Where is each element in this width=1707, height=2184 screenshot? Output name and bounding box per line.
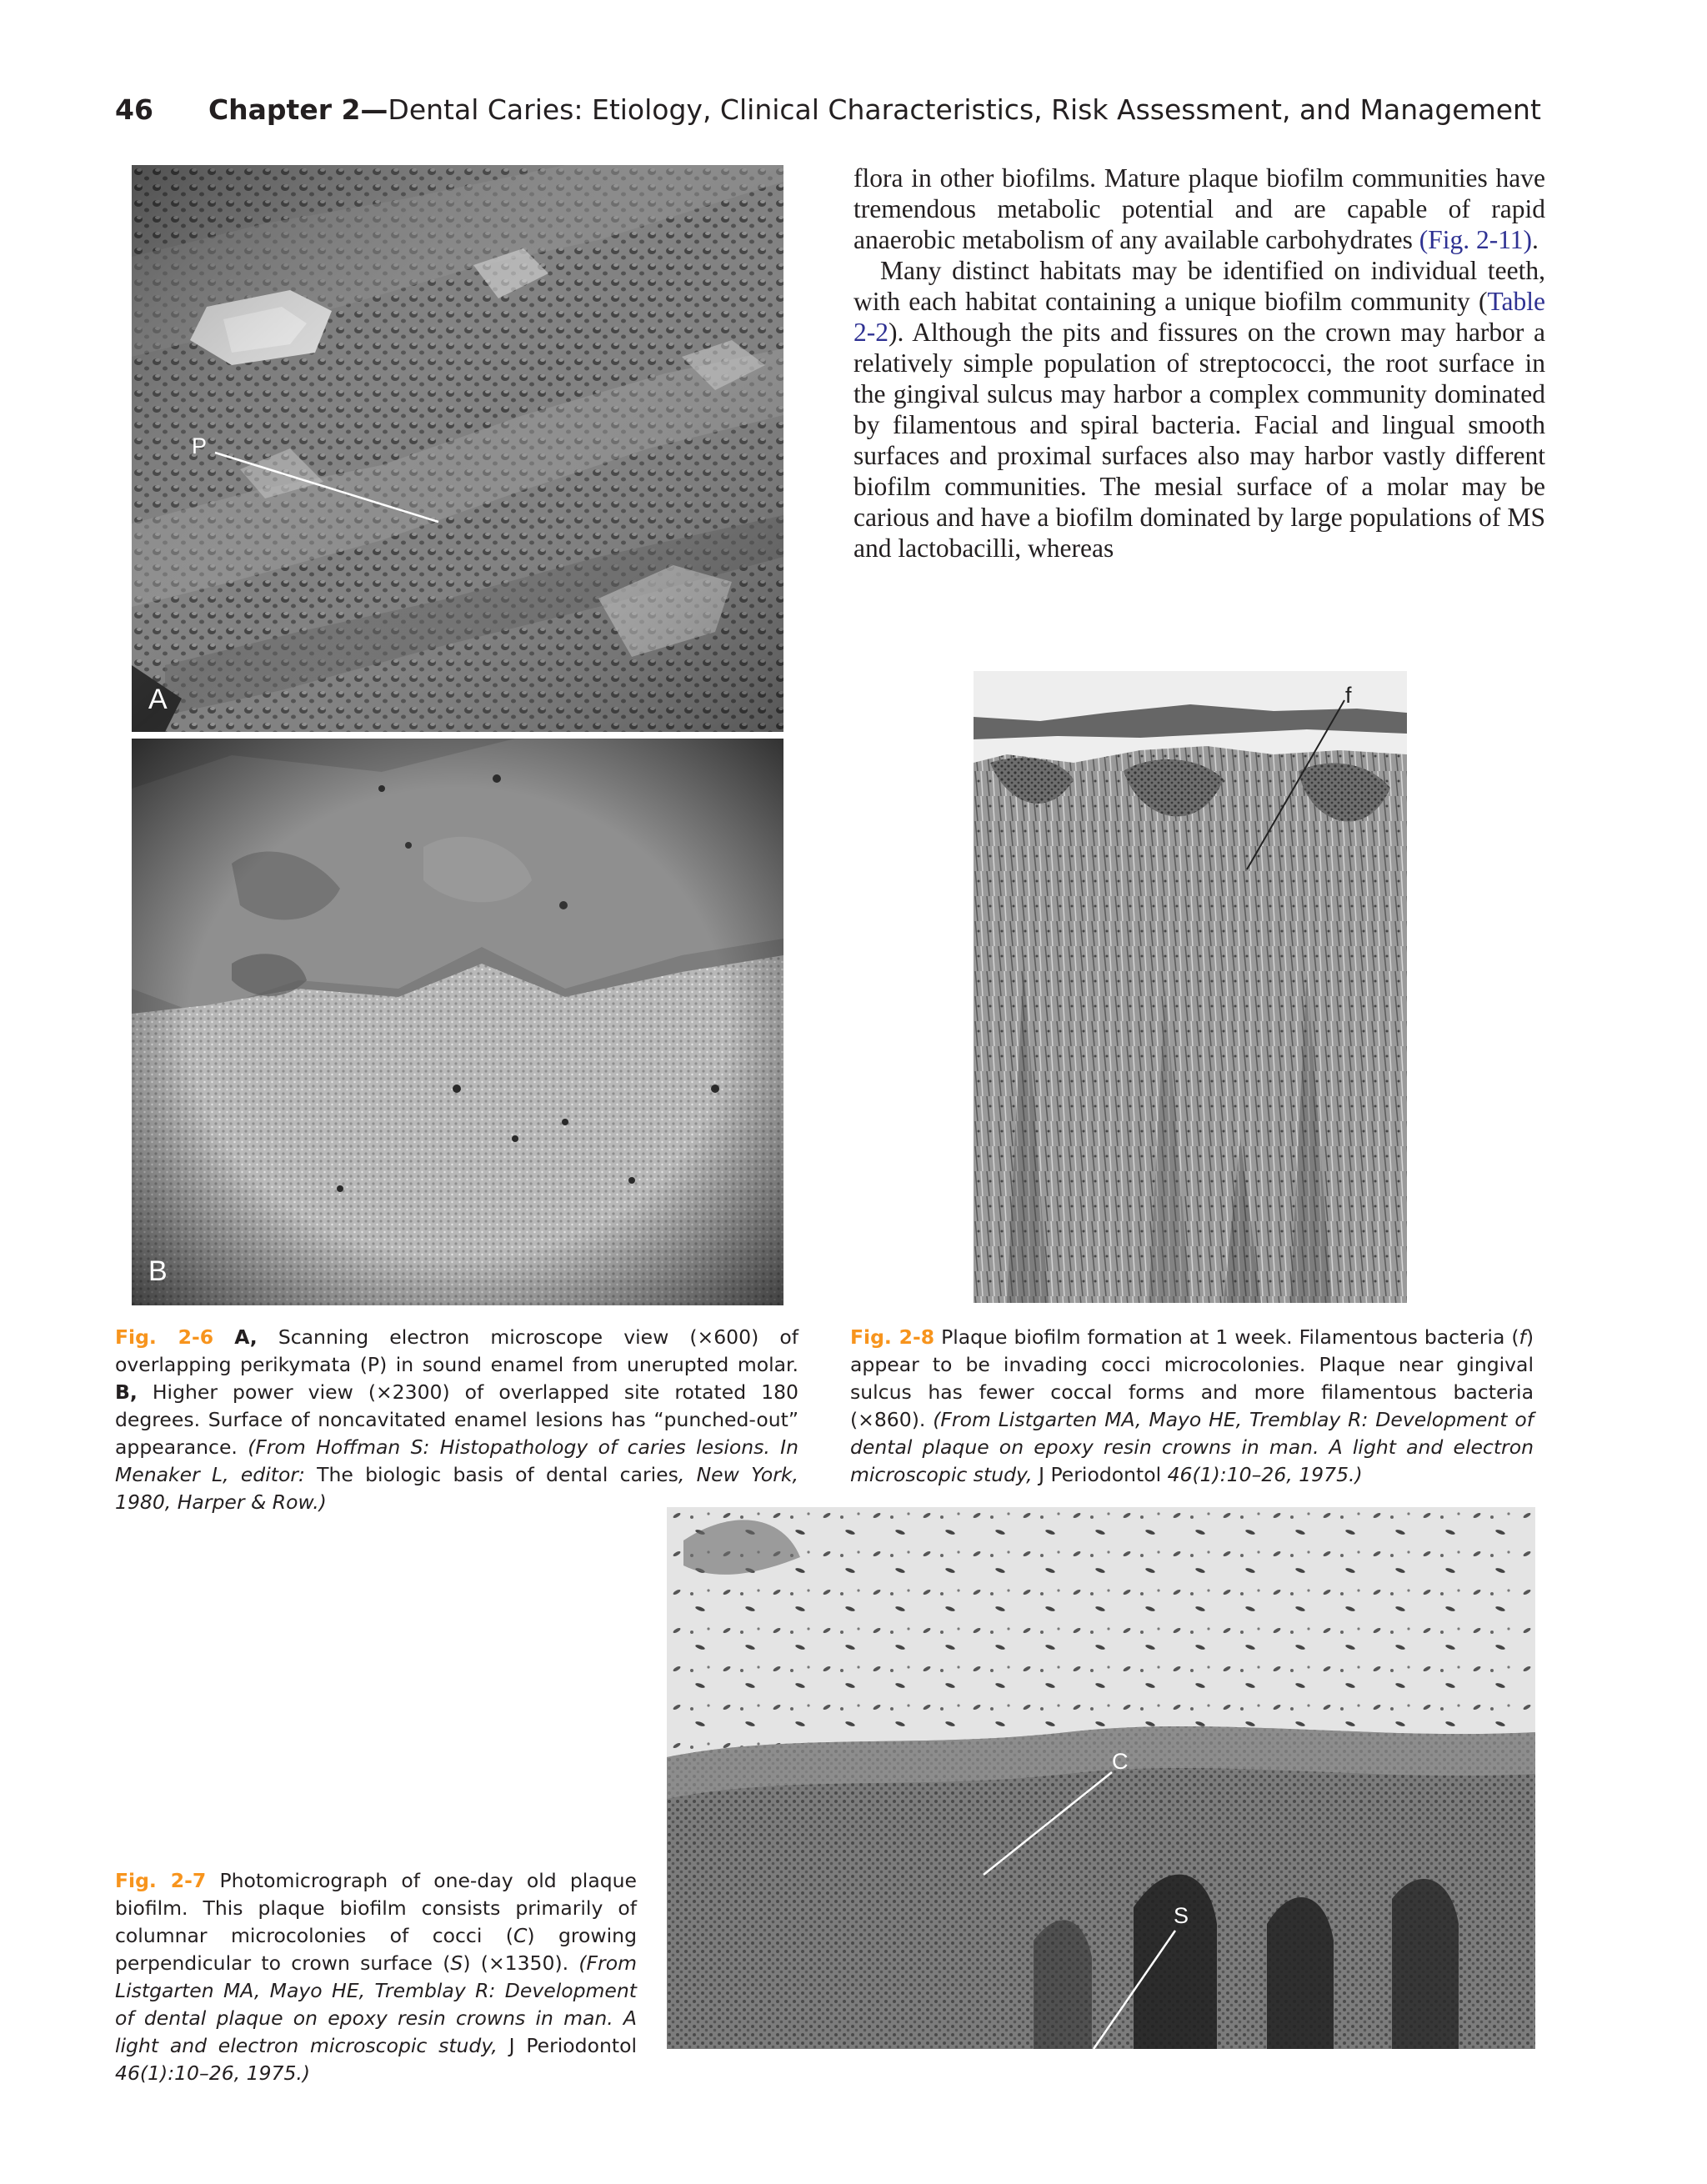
cap-a: A, (234, 1325, 258, 1349)
cap-source-3: , New York, 1980, Harper & Row.) (115, 1463, 799, 1514)
cap-source-3: 46(1):10–26, 1975.) (1161, 1463, 1363, 1486)
paragraph-1 (854, 163, 1545, 255)
callout-s: S (1174, 1903, 1189, 1928)
p1-end: . (1532, 225, 1539, 254)
chapter-title: Dental Caries: Etiology, Clinical Characteristics, Risk Assessment, and Management (388, 93, 1541, 126)
panel-label-a: A (148, 684, 168, 715)
cap-source-3: 46(1):10–26, 1975.) (115, 2061, 311, 2085)
cap-text-1: Scanning electron microscope view (×600) of overlapping perikymata (P) in sound enamel from unerupted molar. (115, 1325, 798, 1376)
callout-p: P (192, 433, 208, 458)
callout-c: C (1112, 1749, 1129, 1774)
chapter-label: Chapter 2 (208, 93, 361, 126)
page-number: 46 (115, 93, 153, 126)
fig-2-7-label: Fig. 2-7 (115, 1869, 207, 1892)
cap-c: C (513, 1924, 528, 1947)
cap-text-3: ) (×1350). (463, 1951, 579, 1975)
fig-2-6-caption (115, 1324, 798, 1516)
paragraph-2 (854, 255, 1545, 564)
p2-rest: ). Although the pits and fissures on the crown may harbor a relatively simple population of streptococci, the root surface in the gingival sulcus may harbor a complex community dominated by filamentous and spiral bacteria. Facial and lingual smooth surfaces and proximal surfaces also may harbor vastly different biofilm communities. The mesial surface of a molar may be carious and have a biofilm dominated by large populations of MS and lactobacilli, whereas (854, 318, 1545, 563)
cap-source-2: J Periodontol (1039, 1463, 1162, 1486)
cap-source-1: (From Listgarten MA, Mayo HE, Tremblay R: Development of dental plaque on epoxy resin crowns in man. A light and electron microscopic study, (115, 1951, 637, 2057)
callout-f: f (1345, 683, 1352, 708)
p2-text: Many distinct habitats may be identified on individual teeth, with each habitat containing a unique biofilm community ( (854, 256, 1545, 316)
running-header (115, 93, 1599, 135)
cap-source-2: J Periodontol (508, 2034, 637, 2057)
fig-2-8-caption (850, 1324, 1534, 1489)
fig-2-8-image (974, 671, 1407, 1303)
xref-table-2-2[interactable]: Table 2-2 (854, 287, 1545, 347)
fig-2-7-caption (115, 1867, 637, 2087)
xref-fig-2-11[interactable]: (Fig. 2-11) (1419, 225, 1533, 254)
cap-text-2: ) appear to be invading cocci microcolonies. Plaque near gingival sulcus has fewer coccal forms and more filamentous bacteria (×860). (850, 1325, 1534, 1431)
panel-label-b: B (148, 1255, 168, 1287)
fig-2-6-panel-a-image (132, 165, 783, 732)
cap-text-1: Photomicrograph of one-day old plaque biofilm. This plaque biofilm consists primarily of columnar microcolonies of cocci ( (115, 1869, 637, 1947)
body-text (854, 163, 1545, 564)
cap-s: S (450, 1951, 463, 1975)
cap-source-1: (From Listgarten MA, Mayo HE, Tremblay R: Development of dental plaque on epoxy resin crowns in man. A light and electron microscopic study, (850, 1408, 1534, 1486)
cap-text-2: ) growing perpendicular to crown surface ( (115, 1924, 637, 1975)
fig-2-7-image (667, 1507, 1535, 2049)
fig-2-8-label: Fig. 2-8 (850, 1325, 935, 1349)
cap-source-2: The biologic basis of dental caries (317, 1463, 678, 1486)
p1-text: flora in other biofilms. Mature plaque biofilm communities have tremendous metabolic potential and are capable of rapid anaerobic metabolism of any available carbohydrates (854, 163, 1545, 254)
fig-2-6-label: Fig. 2-6 (115, 1325, 214, 1349)
cap-source-1: (From Hoffman S: Histopathology of caries lesions. In Menaker L, editor: (115, 1435, 798, 1486)
cap-text-2: Higher power view (×2300) of overlapped site rotated 180 degrees. Surface of noncavitated enamel lesions has “punched-out” appearance. (115, 1380, 798, 1459)
cap-b: B, (115, 1380, 138, 1404)
cap-f: f (1519, 1325, 1526, 1349)
fig-2-6-panel-b-image (132, 739, 783, 1305)
chapter-dash: — (360, 93, 388, 126)
cap-text-1: Plaque biofilm formation at 1 week. Filamentous bacteria ( (934, 1325, 1519, 1349)
